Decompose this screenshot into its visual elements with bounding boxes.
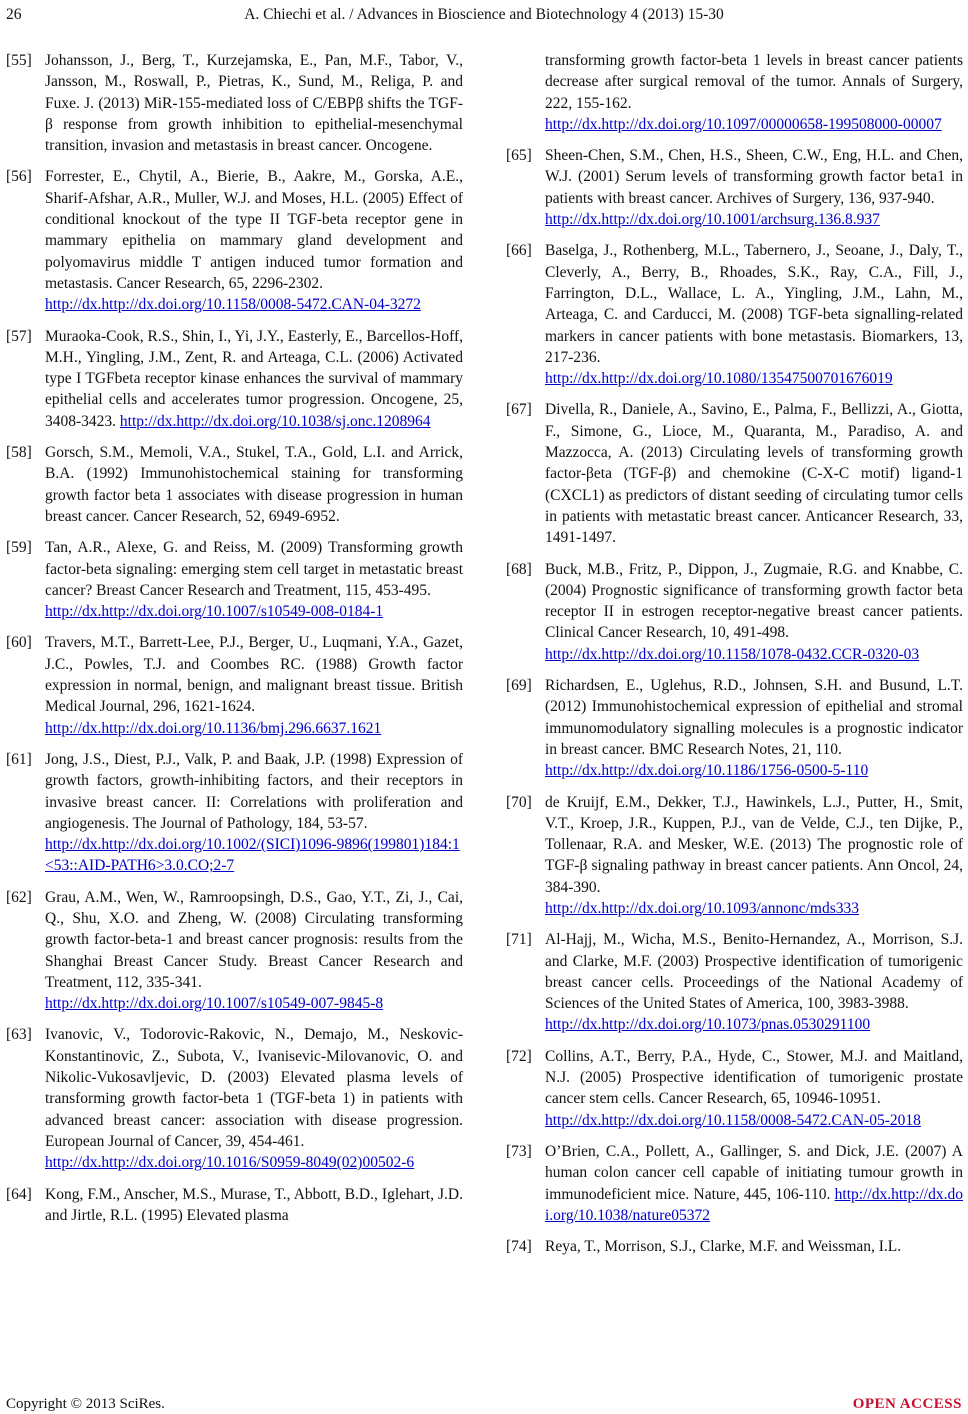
reference-number: [70]	[506, 793, 532, 811]
reference-entry	[6, 326, 463, 432]
references-left-column	[6, 50, 463, 1236]
doi-link[interactable]: http://dx.http://dx.doi.org/10.1158/0008-5472.CAN-04-3272	[45, 296, 421, 314]
reference-text: Divella, R., Daniele, A., Savino, E., Palma, F., Bellizzi, A., Giotta, F., Simone, G., Lioce, M., Quaranta, M., Paradiso, A. and Mazzocca, A. (2013) Circulating levels of transforming growth factor-βeta (TGF-β) and chemokine (C-X-C motif) ligand-1 (CXCL1) as predictors of distant seeding of circulating tumor cells in patients with metastatic breast cancer. Anticancer Research, 33, 1491-1497.	[545, 401, 963, 547]
reference-number: [56]	[6, 168, 32, 186]
reference-number: [72]	[506, 1047, 532, 1065]
reference-text: Sheen-Chen, S.M., Chen, H.S., Sheen, C.W., Eng, H.L. and Chen, W.J. (2001) Serum levels of transforming growth factor beta1 in patients with breast cancer. Archives of Surgery, 136, 937-940.	[545, 147, 963, 207]
reference-number: [67]	[506, 401, 532, 419]
reference-entry	[6, 442, 463, 527]
reference-number: [68]	[506, 560, 532, 578]
reference-entry	[6, 632, 463, 738]
reference-text: Jong, J.S., Diest, P.J., Valk, P. and Baak, J.P. (1998) Expression of growth factors, growth-inhibiting factors, and their receptors in invasive breast cancer. II: Correlations with proliferation and angiogenesis. The Journal of Pathology, 184, 53-57.	[45, 750, 463, 832]
doi-link[interactable]: http://dx.http://dx.doi.org/10.1038/nature05372	[545, 1185, 963, 1224]
reference-entry	[6, 537, 463, 622]
reference-number: [62]	[6, 888, 32, 906]
reference-number: [74]	[506, 1238, 532, 1256]
reference-number: [55]	[6, 52, 32, 69]
doi-link[interactable]: http://dx.http://dx.doi.org/10.1007/s10549-007-9845-8	[45, 995, 384, 1013]
doi-link[interactable]: http://dx.http://dx.doi.org/10.1097/00000658-199508000-00007	[545, 115, 942, 133]
reference-entry	[506, 145, 963, 230]
reference-number: [65]	[506, 147, 532, 165]
doi-link[interactable]: http://dx.http://dx.doi.org/10.1001/archsurg.136.8.937	[545, 211, 880, 229]
open-access-label: OPEN ACCESS	[852, 1396, 962, 1412]
reference-entry	[6, 1184, 463, 1227]
reference-text: Richardsen, E., Uglehus, R.D., Johnsen, S.H. and Busund, L.T. (2012) Immunohistochemical expression of epithelial and stromal immunomodulatory signalling molecules is a prognostic indicator in breast cancer. BMC Research Notes, 21, 110.	[545, 677, 963, 758]
reference-entry	[506, 1141, 963, 1226]
reference-entry	[506, 240, 963, 389]
reference-entry	[6, 166, 463, 315]
reference-text: Grau, A.M., Wen, W., Ramroopsingh, D.S., Gao, Y.T., Zi, J., Cai, Q., Shu, X.O. and Zheng, W. (2008) Circulating transforming growth factor-beta-1 and breast cancer prognosis: results from the Shanghai Breast Cancer Study. Breast Cancer Research and Treatment, 112, 335-341.	[45, 888, 463, 991]
reference-number: [61]	[6, 750, 32, 768]
reference-text: Forrester, E., Chytil, A., Bierie, B., Aakre, M., Gorska, A.E., Sharif-Afshar, A.R., Muller, W.J. and Moses, H.L. (2005) Effect of conditional knockout of the type II TGF-beta receptor gene in mammary epithelia on mammary gland development and polyomavirus middle T antigen induced tumor formation and metastasis. Cancer Research, 65, 2296-2302.	[45, 168, 463, 292]
doi-link[interactable]: http://dx.http://dx.doi.org/10.1080/13547500701676019	[545, 370, 893, 388]
doi-link[interactable]: http://dx.http://dx.doi.org/10.1093/annonc/mds333	[545, 899, 860, 917]
reference-number: [58]	[6, 444, 32, 462]
reference-text: Baselga, J., Rothenberg, M.L., Tabernero, J., Seoane, J., Daly, T., Cleverly, A., Berry, B., Rhoades, S.K., Ray, C.A., Fill, J., Farrington, D.L., Wallace, L. A., Yingling, J.M., Lahn, M., Arteaga, C. and Carducci, M. (2008) TGF-beta signalling-related markers in cancer patients with bone metastasis. Biomarkers, 13, 217-236.	[545, 242, 963, 366]
reference-entry	[6, 749, 463, 877]
reference-entry	[6, 1024, 463, 1173]
reference-text: O’Brien, C.A., Pollett, A., Gallinger, S. and Dick, J.E. (2007) A human colon cancer cell capable of initiating tumour growth in immunodeficient mice. Nature, 445, 106-110.	[545, 1142, 963, 1203]
reference-number: [63]	[6, 1026, 32, 1044]
reference-entry	[6, 887, 463, 1015]
reference-text: Collins, A.T., Berry, P.A., Hyde, C., Stower, M.J. and Maitland, N.J. (2005) Prospective identification of tumorigenic prostate cancer stem cells. Cancer Research, 65, 10946-10951.	[545, 1047, 963, 1108]
reference-number: [69]	[506, 677, 532, 695]
reference-entry	[506, 399, 963, 548]
reference-text: de Kruijf, E.M., Dekker, T.J., Hawinkels, L.J., Putter, H., Smit, V.T., Kroep, J.R., Kuppen, P.J., van de Velde, C.J., ten Dijke, P., Tollenaar, R.A. and Mesker, W.E. (2013) The prognostic role of TGF-β signaling pathway in breast cancer patients. Ann Oncol, 24, 384-390.	[545, 793, 963, 896]
reference-text: Johansson, J., Berg, T., Kurzejamska, E., Pan, M.F., Tabor, V., Jansson, M., Roswall, P., Pietras, K., Sund, M., Religa, P. and Fuxe. J. (2013) MiR-155-mediated loss of C/EBPβ shifts the TGF-β response from growth inhibition to epithelial-mesenchymal transition, invasion and metastasis in breast cancer. Oncogene.	[45, 52, 463, 155]
reference-number: [71]	[506, 931, 532, 949]
doi-link[interactable]: http://dx.http://dx.doi.org/10.1002/(SICI)1096-9896(199801)184:1<53::AID-PATH6>3.0.CO;2-7	[45, 836, 460, 875]
reference-text: Travers, M.T., Barrett-Lee, P.J., Berger, U., Luqmani, Y.A., Gazet, J.C., Powles, T.J. and Coombes RC. (1988) Growth factor expression in normal, benign, and malignant breast tissue. British Medical Journal, 296, 1621-1624.	[45, 634, 463, 716]
reference-text: Gorsch, S.M., Memoli, V.A., Stukel, T.A., Gold, L.I. and Arrick, B.A. (1992) Immunohistochemical staining for transforming growth factor beta 1 associates with disease progression in human breast cancer. Cancer Research, 52, 6949-6952.	[45, 444, 463, 525]
doi-link[interactable]: http://dx.http://dx.doi.org/10.1158/1078-0432.CCR-0320-03	[545, 645, 920, 663]
reference-entry	[506, 1236, 963, 1257]
reference-entry	[506, 1046, 963, 1131]
reference-number: [59]	[6, 539, 32, 557]
doi-link[interactable]: http://dx.http://dx.doi.org/10.1073/pnas.0530291100	[545, 1016, 871, 1034]
reference-text: Kong, F.M., Anscher, M.S., Murase, T., Abbott, B.D., Iglehart, J.D. and Jirtle, R.L. (1995) Elevated plasma	[45, 1185, 463, 1224]
running-title: A. Chiechi et al. / Advances in Bioscience and Biotechnology 4 (2013) 15-30	[244, 6, 724, 23]
reference-text: Ivanovic, V., Todorovic-Rakovic, N., Demajo, M., Neskovic-Konstantinovic, Z., Subota, V., Ivanisevic-Milovanovic, O. and Nikolic-Vukosavljevic, D. (2003) Elevated plasma levels of transforming growth factor-beta 1 (TGF-beta 1) in patients with advanced breast cancer: association with disease progression. European Journal of Cancer, 39, 454-461.	[45, 1026, 463, 1150]
doi-link[interactable]: http://dx.http://dx.doi.org/10.1016/S0959-8049(02)00502-6	[45, 1154, 415, 1172]
reference-text: Muraoka-Cook, R.S., Shin, I., Yi, J.Y., Easterly, E., Barcellos-Hoff, M.H., Yingling, J.M., Zent, R. and Arteaga, C.L. (2006) Activated type I TGFbeta receptor kinase enhances the survival of mammary epithelial cells and accelerates tumor progression. Oncogene, 25, 3408-3423.	[45, 327, 463, 430]
doi-link[interactable]: http://dx.http://dx.doi.org/10.1158/0008-5472.CAN-05-2018	[545, 1111, 921, 1129]
reference-text: Buck, M.B., Fritz, P., Dippon, J., Zugmaie, R.G. and Knabbe, C. (2004) Prognostic significance of transforming growth factor beta receptor II in estrogen receptor-negative breast cancer patients. Clinical Cancer Research, 10, 491-498.	[545, 560, 963, 642]
page-header	[0, 6, 968, 28]
reference-entry	[506, 675, 963, 781]
reference-text: Tan, A.R., Alexe, G. and Reiss, M. (2009) Transforming growth factor-beta signaling: emerging stem cell target in metastatic breast cancer? Breast Cancer Research and Treatment, 115, 453-495.	[45, 539, 463, 599]
reference-entry	[506, 929, 963, 1035]
doi-link[interactable]: http://dx.http://dx.doi.org/10.1038/sj.onc.1208964	[119, 412, 431, 430]
copyright-notice: Copyright © 2013 SciRes.	[6, 1396, 165, 1412]
reference-entry	[506, 792, 963, 920]
references-right-column	[506, 50, 963, 1267]
reference-number: [66]	[506, 242, 532, 260]
reference-entry	[506, 559, 963, 665]
reference-text: Al-Hajj, M., Wicha, M.S., Benito-Hernandez, A., Morrison, S.J. and Clarke, M.F. (2003) Prospective identification of tumorigenic breast cancer cells. Proceedings of the National Academy of Sciences of the United States of America, 100, 3983-3988.	[545, 931, 963, 1013]
doi-link[interactable]: http://dx.http://dx.doi.org/10.1136/bmj.296.6637.1621	[45, 719, 382, 737]
reference-text: Reya, T., Morrison, S.J., Clarke, M.F. and Weissman, I.L.	[545, 1238, 902, 1256]
page-number: 26	[6, 6, 22, 23]
reference-number: [57]	[6, 327, 32, 345]
reference-number: [64]	[6, 1185, 32, 1203]
reference-entry	[6, 50, 463, 156]
reference-number: [73]	[506, 1142, 532, 1160]
doi-link[interactable]: http://dx.http://dx.doi.org/10.1186/1756-0500-5-110	[545, 762, 869, 780]
reference-text: transforming growth factor-beta 1 levels in breast cancer patients decrease after surgical removal of the tumor. Annals of Surgery, 222, 155-162.	[545, 52, 963, 112]
reference-entry	[506, 50, 963, 135]
doi-link[interactable]: http://dx.http://dx.doi.org/10.1007/s10549-008-0184-1	[45, 603, 384, 621]
reference-number: [60]	[6, 634, 32, 652]
